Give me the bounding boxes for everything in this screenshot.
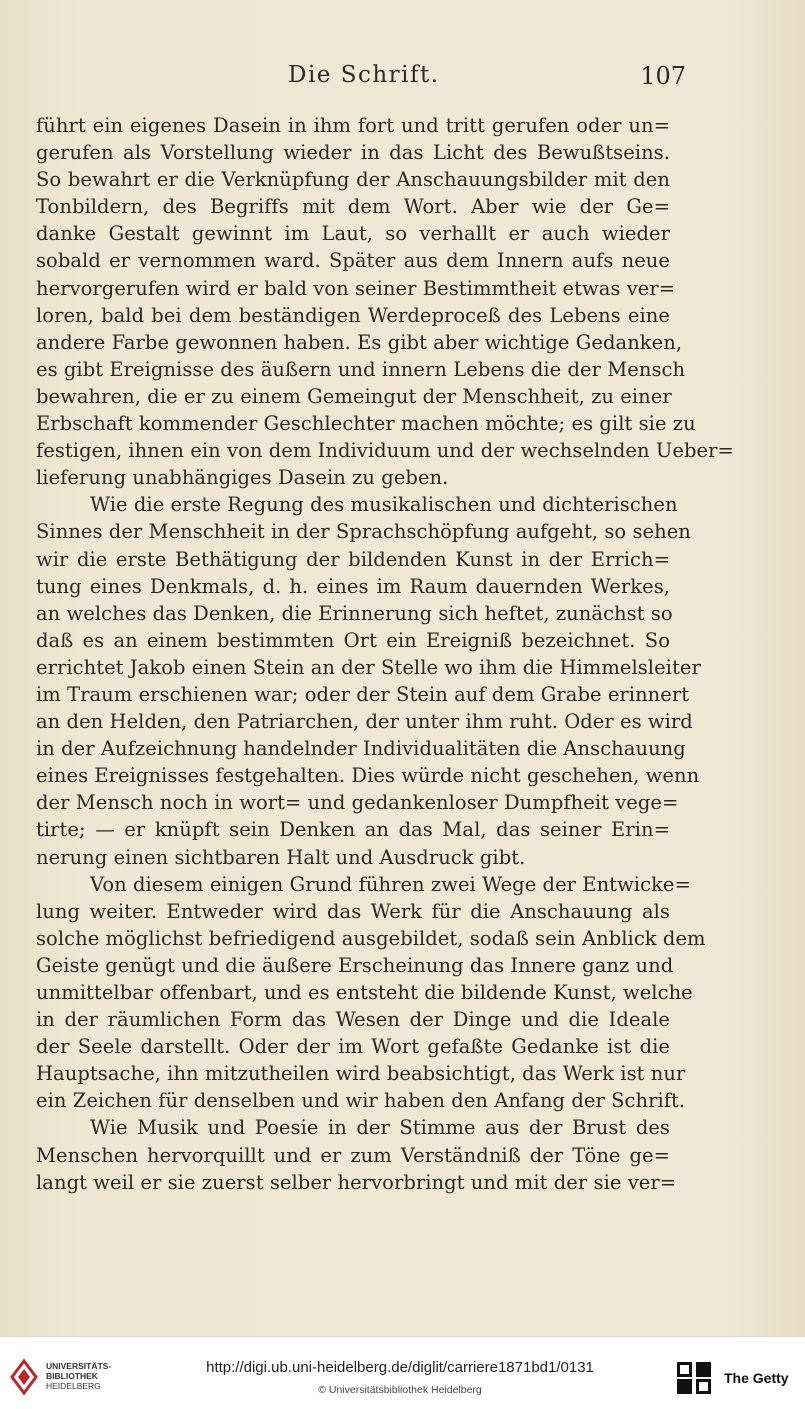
text-line: wir die erste Bethätigung der bildenden Kunst in der Errich= xyxy=(36,547,670,571)
text-line: lung weiter. Entweder wird das Werk für die Anschauung als xyxy=(36,899,670,923)
text-line: der Mensch noch in wort= und gedankenloser Dumpfheit vege= xyxy=(36,791,679,815)
text-line: errichtet Jakob einen Stein an der Stelle wo ihm die Himmelsleiter xyxy=(36,655,701,679)
copyright-notice: © Universitätsbibliothek Heidelberg xyxy=(318,1384,482,1396)
getty-partner: The Getty xyxy=(724,1370,789,1386)
text-line: Sinnes der Menschheit in der Sprachschöpfung aufgeht, so sehen xyxy=(36,520,691,544)
text-line: loren, bald bei dem beständigen Werdeproceß des Lebens eine xyxy=(36,303,670,327)
text-line: tung eines Denkmals, d. h. eines im Raum dauernden Werkes, xyxy=(36,574,670,598)
text-line: in der Aufzeichnung handelnder Individualitäten die Anschauung xyxy=(36,737,686,761)
text-line: an welches das Denken, die Erinnerung sich heftet, zunächst so xyxy=(36,601,673,625)
text-line: langt weil er sie zuerst selber hervorbringt und mit der sie ver= xyxy=(36,1170,677,1194)
text-line: danke Gestalt gewinnt im Laut, so verhallt er auch wieder xyxy=(36,222,670,246)
body-text xyxy=(36,112,734,1196)
text-line: Wie Musik und Poesie in der Stimme aus der Brust des xyxy=(90,1116,670,1140)
university-library-logo-icon xyxy=(10,1357,38,1395)
getty-logo-icon xyxy=(676,1361,712,1395)
text-line: eines Ereignisses festgehalten. Dies würde nicht geschehen, wenn xyxy=(36,764,700,788)
text-line: an den Helden, den Patriarchen, der unter ihm ruht. Oder es wird xyxy=(36,710,693,734)
text-line: Erbschaft kommender Geschlechter machen möchte; es gilt sie zu xyxy=(36,412,696,436)
library-name-line-2: BIBLIOTHEK xyxy=(46,1371,98,1381)
text-line: daß es an einem bestimmten Ort ein Ereigniß bezeichnet. So xyxy=(36,628,670,652)
text-line: ein Zeichen für denselben und wir haben den Anfang der Schrift. xyxy=(36,1089,686,1113)
text-line: in der räumlichen Form das Wesen der Dinge und die Ideale xyxy=(36,1008,670,1032)
text-line: lieferung unabhängiges Dasein zu geben. xyxy=(36,466,449,490)
text-line: festigen, ihnen ein von dem Individuum und der wechselnden Ueber= xyxy=(36,439,734,463)
library-name xyxy=(46,1361,111,1391)
text-line: nerung einen sichtbaren Halt und Ausdruck gibt. xyxy=(36,845,526,869)
text-line: hervorgerufen wird er bald von seiner Bestimmtheit etwas ver= xyxy=(36,276,676,300)
text-line: Geiste genügt und die äußere Erscheinung das Innere ganz und xyxy=(36,953,674,977)
text-line: im Traum erschienen war; oder der Stein auf dem Grabe erinnert xyxy=(36,682,690,706)
text-line: solche möglichst befriedigend ausgebildet, sodaß sein Anblick dem xyxy=(36,926,706,950)
text-line: So bewahrt er die Verknüpfung der Anschauungsbilder mit den xyxy=(36,168,670,192)
text-line: der Seele darstellt. Oder der im Wort gefaßte Gedanke ist die xyxy=(36,1035,670,1059)
text-line: führt ein eigenes Dasein in ihm fort und tritt gerufen oder un= xyxy=(36,114,670,137)
library-name-line-1: UNIVERSITÄTS- xyxy=(46,1361,112,1371)
text-line: tirte; — er knüpft sein Denken an das Mal, das seiner Erin= xyxy=(36,818,670,842)
page-number: 107 xyxy=(640,62,686,90)
text-line: bewahren, die er zu einem Gemeingut der Menschheit, zu einer xyxy=(36,384,672,408)
text-line: sobald er vernommen ward. Später aus dem Innern aufs neue xyxy=(36,249,670,273)
text-line: gerufen als Vorstellung wieder in das Licht des Bewußtseins. xyxy=(36,141,670,165)
running-title: Die Schrift. xyxy=(288,62,440,88)
text-line: Hauptsache, ihn mitzutheilen wird beabsichtigt, das Werk ist nur xyxy=(36,1062,686,1086)
text-line: Menschen hervorquillt und er zum Verständniß der Töne ge= xyxy=(36,1143,670,1167)
library-city: HEIDELBERG xyxy=(46,1381,101,1391)
text-line: Von diesem einigen Grund führen zwei Wege der Entwicke= xyxy=(90,872,691,896)
text-line: Wie die erste Regung des musikalischen und dichterischen xyxy=(90,493,678,517)
text-line: es gibt Ereignisse des äußern und innern Lebens die der Mensch xyxy=(36,357,686,381)
page-header xyxy=(36,62,686,96)
viewer-footer xyxy=(0,1336,805,1409)
text-line: Tonbildern, des Begriffs mit dem Wort. Aber wie der Ge= xyxy=(36,195,670,219)
text-line: andere Farbe gewonnen haben. Es gibt aber wichtige Gedanken, xyxy=(36,330,683,354)
text-line: unmittelbar offenbart, und es entsteht die bildende Kunst, welche xyxy=(36,981,693,1004)
permalink-url[interactable]: http://digi.ub.uni-heidelberg.de/diglit/carriere1871bd1/0131 xyxy=(206,1359,594,1376)
